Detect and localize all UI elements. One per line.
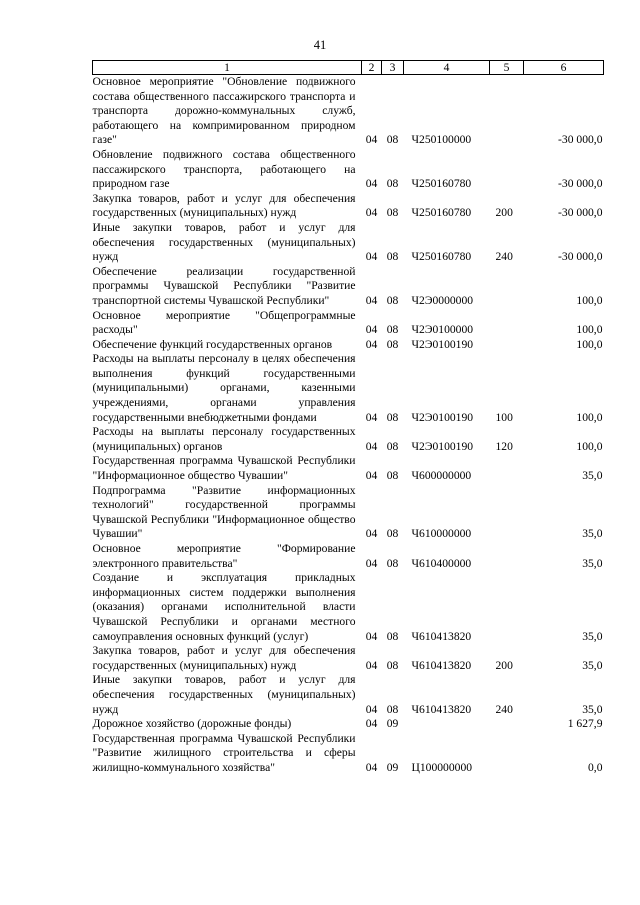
row-expense-type — [490, 265, 524, 309]
row-name: Государственная программа Чувашской Республики "Развитие жилищного строительства и сферы жилищно-коммунального хозяйства" — [92, 731, 356, 774]
row-name: Подпрограмма "Развитие информационных технологий" государственной программы Чувашской Республики "Информационное общество Чувашии" — [92, 483, 356, 541]
table-row — [93, 717, 604, 732]
row-expense-type: 200 — [495, 658, 513, 672]
table-body — [93, 75, 604, 776]
row-section: 04 — [365, 717, 378, 731]
row-name: Иные закупки товаров, работ и услуг для обеспечения государственных (муниципальных) нужд — [92, 673, 356, 716]
row-expense-type — [490, 454, 524, 483]
row-subsection: 09 — [386, 717, 399, 731]
table-row — [93, 148, 604, 192]
row-subsection: 08 — [386, 556, 399, 570]
row-target-article: Ч250160780 — [411, 206, 472, 220]
table-row — [93, 454, 604, 483]
row-subsection: 08 — [386, 250, 399, 264]
row-target-article: Ч610413820 — [411, 702, 472, 716]
page-number: 41 — [313, 38, 327, 52]
header-cell-section: 2 — [362, 61, 382, 75]
row-amount: 35,0 — [582, 527, 603, 541]
row-amount: -30 000,0 — [558, 133, 603, 147]
table-row — [93, 644, 604, 673]
table-row — [93, 673, 604, 717]
row-name: Дорожное хозяйство (дорожные фонды) — [92, 717, 292, 731]
row-subsection: 08 — [386, 206, 399, 220]
row-target-article: Ч2Э0100000 — [411, 323, 474, 337]
row-section: 04 — [365, 133, 378, 147]
row-name: Иные закупки товаров, работ и услуг для обеспечения государственных (муниципальных) нужд — [92, 220, 356, 264]
row-amount: 100,0 — [576, 337, 603, 351]
row-amount: 0,0 — [588, 760, 603, 774]
row-subsection: 08 — [386, 527, 399, 541]
table-row — [93, 75, 604, 148]
row-section: 04 — [365, 556, 378, 570]
row-amount: 35,0 — [582, 702, 603, 716]
row-target-article: Ч610413820 — [411, 658, 472, 672]
row-name: Расходы на выплаты персоналу государственных (муниципальных) органов — [92, 425, 356, 453]
row-target-article: Ч610413820 — [411, 629, 472, 643]
header-cell-amount: 6 — [524, 61, 604, 75]
table-row — [93, 338, 604, 353]
table-row — [93, 265, 604, 309]
row-amount: 100,0 — [576, 410, 603, 424]
row-name: Создание и эксплуатация прикладных информационных систем поддержки выполнения (оказания) органами исполнительной власти Чувашской Республики и органами местного самоуправления основных функций (услуг) — [92, 571, 356, 643]
row-name: Обеспечение реализации государственной программы Чувашской Республики "Развитие транспортной системы Чувашской Республики" — [92, 264, 356, 307]
row-amount: 100,0 — [576, 439, 603, 453]
row-amount: -30 000,0 — [558, 250, 603, 264]
row-name: Закупка товаров, работ и услуг для обеспечения государственных (муниципальных) нужд — [92, 191, 356, 220]
row-amount: 100,0 — [576, 293, 603, 307]
row-section: 04 — [365, 410, 378, 424]
row-expense-type — [490, 717, 524, 732]
row-subsection: 08 — [386, 658, 399, 672]
row-section: 04 — [365, 629, 378, 643]
row-section: 04 — [365, 658, 378, 672]
table-row — [93, 542, 604, 571]
row-expense-type — [490, 484, 524, 542]
table-row — [93, 571, 604, 644]
row-subsection: 08 — [386, 177, 399, 191]
row-subsection: 08 — [386, 439, 399, 453]
row-target-article: Ч2Э0100190 — [411, 410, 474, 424]
row-amount: 35,0 — [582, 629, 603, 643]
header-cell-subsection: 3 — [382, 61, 404, 75]
row-subsection: 08 — [386, 702, 399, 716]
row-subsection: 08 — [386, 323, 399, 337]
row-expense-type — [490, 542, 524, 571]
row-target-article: Ч250160780 — [411, 177, 472, 191]
row-section: 04 — [365, 293, 378, 307]
row-expense-type — [490, 148, 524, 192]
row-expense-type: 100 — [495, 410, 513, 424]
row-name: Государственная программа Чувашской Республики "Информационное общество Чувашии" — [92, 454, 356, 483]
row-section: 04 — [365, 337, 378, 351]
row-subsection: 08 — [386, 293, 399, 307]
row-subsection: 09 — [386, 760, 399, 774]
header-cell-name: 1 — [93, 61, 362, 75]
row-amount: 1 627,9 — [567, 717, 603, 731]
row-section: 04 — [365, 250, 378, 264]
row-amount: -30 000,0 — [558, 177, 603, 191]
header-cell-target-article: 4 — [404, 61, 490, 75]
table-row — [93, 732, 604, 776]
row-subsection: 08 — [386, 629, 399, 643]
table-row — [93, 425, 604, 454]
row-target-article: Ц100000000 — [411, 760, 473, 774]
table-row — [93, 309, 604, 338]
row-target-article: Ч250160780 — [411, 250, 472, 264]
row-target-article: Ч610400000 — [411, 556, 472, 570]
row-expense-type — [490, 75, 524, 148]
row-amount: -30 000,0 — [558, 206, 603, 220]
row-expense-type — [490, 338, 524, 353]
row-section: 04 — [365, 323, 378, 337]
table-header — [93, 61, 604, 75]
table-row — [93, 192, 604, 221]
row-amount: 35,0 — [582, 658, 603, 672]
header-cell-expense-type: 5 — [490, 61, 524, 75]
row-expense-type: 120 — [495, 439, 513, 453]
row-target-article — [404, 717, 490, 732]
row-name: Основное мероприятие "Формирование электронного правительства" — [92, 542, 356, 570]
table-row — [93, 484, 604, 542]
row-target-article: Ч250100000 — [411, 133, 472, 147]
row-subsection: 08 — [386, 133, 399, 147]
row-section: 04 — [365, 760, 378, 774]
row-section: 04 — [365, 469, 378, 483]
row-name: Основное мероприятие "Обновление подвижного состава общественного пассажирского транспорта и транспорта дорожно-коммунальных служб, работающего на компримированном природном газе" — [92, 75, 356, 147]
header-row — [93, 61, 604, 75]
budget-table — [92, 60, 604, 776]
row-amount: 35,0 — [582, 556, 603, 570]
row-name: Закупка товаров, работ и услуг для обеспечения государственных (муниципальных) нужд — [92, 644, 356, 672]
row-name: Обновление подвижного состава общественного пассажирского транспорта, работающего на природном газе — [92, 147, 356, 191]
row-section: 04 — [365, 206, 378, 220]
table-row — [93, 352, 604, 425]
row-target-article: Ч2Э0100190 — [411, 439, 474, 453]
row-target-article: Ч2Э0100190 — [411, 337, 474, 351]
row-name: Обеспечение функций государственных органов — [92, 337, 333, 351]
row-amount: 35,0 — [582, 469, 603, 483]
row-name: Расходы на выплаты персоналу в целях обеспечения выполнения функций государственными (муниципальными) органами, казенными учреждениями, органами управления государственными внебюджетными фондами — [92, 352, 356, 424]
row-target-article: Ч610000000 — [411, 527, 472, 541]
row-subsection: 08 — [386, 410, 399, 424]
row-section: 04 — [365, 439, 378, 453]
row-name: Основное мероприятие "Общепрограммные расходы" — [92, 308, 356, 337]
row-section: 04 — [365, 702, 378, 716]
row-subsection: 08 — [386, 469, 399, 483]
table-row — [93, 221, 604, 265]
row-expense-type — [490, 732, 524, 776]
row-expense-type: 240 — [495, 250, 513, 264]
row-target-article: Ч600000000 — [411, 469, 472, 483]
row-expense-type — [490, 309, 524, 338]
row-section: 04 — [365, 527, 378, 541]
row-expense-type — [490, 571, 524, 644]
row-expense-type: 240 — [495, 702, 513, 716]
row-target-article: Ч2Э0000000 — [411, 293, 474, 307]
row-amount: 100,0 — [576, 323, 603, 337]
row-section: 04 — [365, 177, 378, 191]
row-subsection: 08 — [386, 337, 399, 351]
row-expense-type: 200 — [495, 206, 513, 220]
